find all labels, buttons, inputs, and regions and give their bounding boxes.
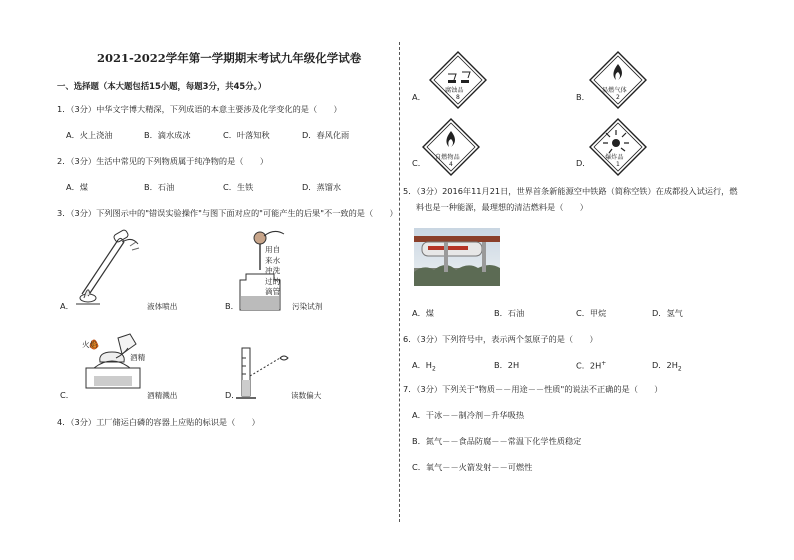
q3-figure-d xyxy=(236,346,296,402)
q4-sign-flammable-gas[interactable] xyxy=(588,50,648,110)
q3-option-b[interactable]: B． xyxy=(225,301,239,311)
q4-option-d[interactable]: D． xyxy=(576,158,591,168)
option-text: A．H xyxy=(412,360,432,370)
q3-caption-a: 液体喷出 xyxy=(147,302,178,311)
q3-option-d[interactable]: D． xyxy=(225,390,240,400)
q2-option-d[interactable]: D．蒸馏水 xyxy=(302,182,342,192)
q6-option-c[interactable] xyxy=(576,360,606,372)
q3-flame-label: 火焰 xyxy=(82,340,98,349)
q4-option-c[interactable]: C． xyxy=(412,158,426,168)
q3-option-c[interactable]: C． xyxy=(60,390,74,400)
subscript: 2 xyxy=(677,365,682,373)
sign-number: 1 xyxy=(616,161,620,168)
subscript: 2 xyxy=(431,365,436,373)
q1-option-c[interactable]: C．叶落知秋 xyxy=(223,130,270,140)
q5-option-a[interactable]: A．煤 xyxy=(412,308,434,318)
sign-number: 4 xyxy=(449,161,453,168)
q3-note-b xyxy=(265,245,280,298)
q2-option-c[interactable]: C．生铁 xyxy=(223,182,254,192)
q6-option-d[interactable] xyxy=(652,360,682,373)
note-line: 来水 xyxy=(265,255,281,265)
q7-option-a[interactable]: A．干冰－－制冷剂－升华吸热 xyxy=(412,410,525,420)
column-divider xyxy=(399,42,400,522)
sign-label: 易燃气体 xyxy=(602,87,627,94)
q5-option-b[interactable]: B．石油 xyxy=(494,308,525,318)
question-4: 4．（3分）工厂储运白磷的容器上应贴的标识是（ ） xyxy=(57,417,260,427)
q6-option-b[interactable]: B．2H xyxy=(494,360,520,370)
flame-diamond-icon xyxy=(588,50,648,110)
question-1: 1．（3分）中华文字博大精深，下列成语的本意主要涉及化学变化的是（ ） xyxy=(57,104,342,114)
q4-option-b[interactable]: B． xyxy=(576,92,590,102)
page-title: 2021-2022学年第一学期期末考试九年级化学试卷 xyxy=(97,51,362,65)
q6-option-a[interactable] xyxy=(412,360,436,373)
sign-label: 腐蚀品 xyxy=(445,87,464,94)
sign-label: 自燃物品 xyxy=(435,154,460,161)
q4-sign-explosive[interactable] xyxy=(588,117,648,177)
q7-option-b[interactable]: B．氮气－－食品防腐－－常温下化学性质稳定 xyxy=(412,436,582,446)
section-heading: 一、选择题（本大题包括15小题，每题3分，共45分。） xyxy=(57,81,267,91)
question-6: 6．（3分）下列符号中，表示两个氢原子的是（ ） xyxy=(403,334,598,344)
note-line: 过的 xyxy=(265,276,281,286)
q3-option-a[interactable]: A． xyxy=(60,301,74,311)
q4-sign-corrosive[interactable] xyxy=(428,50,488,110)
q4-sign-spontaneous-combustion[interactable] xyxy=(421,117,481,177)
q3-caption-b: 污染试剂 xyxy=(292,302,323,311)
q3-figure-a xyxy=(72,228,152,308)
note-line: 用自 xyxy=(265,245,281,254)
sign-number: 8 xyxy=(456,94,460,101)
note-line: 冲洗 xyxy=(265,266,281,275)
option-text: D．2H xyxy=(652,360,678,370)
explosion-diamond-icon xyxy=(588,117,648,177)
q3-alcohol-label: 酒精 xyxy=(130,353,146,362)
q5-sky-rail-photo xyxy=(414,228,500,286)
sign-number: 2 xyxy=(616,94,620,101)
note-line: 滴管 xyxy=(265,287,281,296)
question-2: 2．（3分）生活中常见的下列物质属于纯净物的是（ ） xyxy=(57,156,269,166)
q5-option-c[interactable]: C．甲烷 xyxy=(576,308,607,318)
superscript: + xyxy=(601,360,607,367)
q1-option-b[interactable]: B．滴水成冰 xyxy=(144,130,191,140)
sign-label: 爆炸品 xyxy=(605,154,624,161)
q2-option-b[interactable]: B．石油 xyxy=(144,182,175,192)
flame-diamond-icon xyxy=(421,117,481,177)
question-3: 3．（3分）下列图示中的"错误实验操作"与图下面对应的"可能产生的后果"不一致的是（ ） xyxy=(57,208,398,218)
corrosive-diamond-icon xyxy=(428,50,488,110)
question-7: 7．（3分）下列关于"物质－－用途－－性质"的说法不正确的是（ ） xyxy=(403,384,663,394)
q1-option-a[interactable]: A．火上浇油 xyxy=(66,130,113,140)
q2-option-a[interactable]: A．煤 xyxy=(66,182,88,192)
q1-option-d[interactable]: D．春风化雨 xyxy=(302,130,350,140)
q4-option-a[interactable]: A． xyxy=(412,92,426,102)
q3-figure-b xyxy=(232,226,292,316)
q5-option-d[interactable]: D．氢气 xyxy=(652,308,683,318)
q3-caption-d: 读数偏大 xyxy=(291,391,322,400)
q3-caption-c: 酒精溅出 xyxy=(147,391,178,400)
question-5-line-2: 料也是一种能源，最理想的清洁燃料是（ ） xyxy=(416,202,588,212)
q7-option-c[interactable]: C．氧气－－火箭发射－－可燃性 xyxy=(412,462,533,472)
option-text: C．2H xyxy=(576,360,602,371)
question-5-line-1: 5．（3分）2016年11月21日，世界首条新能源空中铁路（简称空铁）在成都投入试运行，燃 xyxy=(403,186,738,196)
